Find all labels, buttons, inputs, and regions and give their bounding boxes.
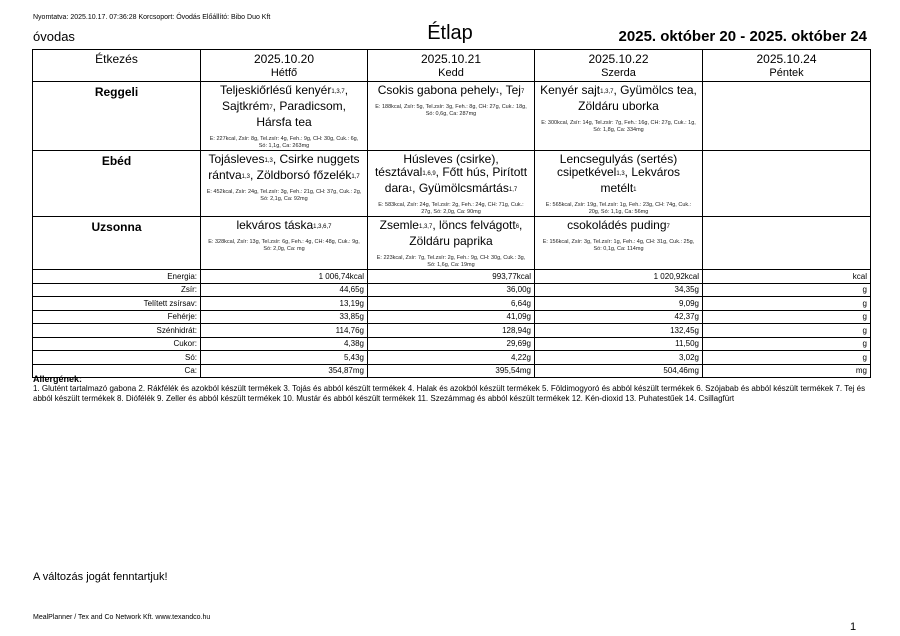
day-name: Péntek	[769, 67, 804, 79]
totals-value: 33,85g	[201, 310, 368, 324]
nutrition-info: E: 565kcal, Zsír: 19g, Tel.zsír: 1g, Feh.: 23g, CH: 74g, Cuk.: 20g, Só: 1,1g, Ca: 56mg	[545, 202, 692, 215]
totals-row	[33, 364, 871, 378]
totals-value: 354,87mg	[201, 364, 368, 378]
menu-cell	[201, 82, 368, 151]
totals-row	[33, 351, 871, 365]
totals-value: 1 020,92kcal	[535, 270, 703, 284]
nutrition-info: E: 300kcal, Zsír: 14g, Tel.zsír: 7g, Feh.: 16g, CH: 27g, Cuk.: 1g, Só: 1,8g, Ca: 334mg	[541, 120, 696, 133]
day-date: 2025.10.20	[253, 52, 315, 66]
dish-text: lekváros táska$^{1,3,6,7}$	[236, 218, 332, 232]
nutrition-info: E: 452kcal, Zsír: 24g, Tel.zsír: 3g, Feh.: 21g, CH: 37g, Cuk.: 2g, Só: 2,1g, Ca: 92mg	[206, 189, 362, 202]
menu-table	[32, 49, 871, 270]
totals-label: Szénhidrát:	[33, 324, 201, 338]
totals-value: 132,45g	[535, 324, 703, 338]
totals-unit: kcal	[703, 270, 871, 284]
day-date: 2025.10.24	[756, 52, 817, 66]
totals-value: 114,76g	[201, 324, 368, 338]
dish-text: csokoládés puding$^7$	[567, 218, 670, 232]
totals-value: 29,69g	[368, 337, 535, 351]
totals-row	[33, 270, 871, 284]
totals-value: 4,22g	[368, 351, 535, 365]
meal-label: Reggeli	[33, 82, 201, 151]
page-number: 1	[850, 621, 857, 633]
date-range: 2025. október 20 - 2025. október 24	[618, 28, 867, 45]
totals-label: Ca:	[33, 364, 201, 378]
menu-cell	[368, 82, 535, 151]
nutrition-info: E: 227kcal, Zsír: 8g, Tel.zsír: 4g, Feh.: 9g, CH: 30g, Cuk.: 6g, Só: 1,1g, Ca: 263mg	[209, 136, 359, 149]
day-header	[201, 50, 368, 82]
meal-row-lunch	[33, 151, 871, 217]
dish-text: Húsleves (csirke), tésztával$^{1,6,9}$, Főtt hús, Pirított dara$^1$, Gyümölcsmártás$^{1,7}$	[374, 152, 528, 195]
dish-text: Tojásleves$^{1,3}$, Csirke nuggets rántva$^{1,3}$, Zöldborsó főzelék$^{1,7}$	[208, 152, 360, 182]
menu-cell	[201, 217, 368, 270]
totals-label: Energia:	[33, 270, 201, 284]
meal-row-snack	[33, 217, 871, 270]
menu-cell	[535, 82, 703, 151]
day-name: Hétfő	[270, 67, 298, 79]
totals-label: Cukor:	[33, 337, 201, 351]
totals-value: 42,37g	[535, 310, 703, 324]
day-name: Kedd	[438, 67, 464, 79]
disclaimer: A változás jogát fenntartjuk!	[33, 571, 168, 583]
totals-value: 9,09g	[535, 297, 703, 311]
day-header	[703, 50, 871, 82]
menu-header-row	[33, 50, 871, 82]
meal-column-header: Étkezés	[33, 50, 201, 82]
totals-value: 1 006,74kcal	[201, 270, 368, 284]
nutrition-info: E: 583kcal, Zsír: 24g, Tel.zsír: 2g, Feh.: 24g, CH: 71g, Cuk.: 27g, Só: 2,0g, Ca: 90mg	[378, 202, 524, 215]
totals-unit: g	[703, 310, 871, 324]
menu-cell	[368, 217, 535, 270]
totals-label: Zsír:	[33, 283, 201, 297]
dish-text: Zsemle$^{1,3,7}$, löncs felvágott$^6$, Zöldáru paprika	[379, 218, 523, 248]
menu-cell-empty	[703, 217, 871, 270]
totals-row	[33, 283, 871, 297]
totals-value: 395,54mg	[368, 364, 535, 378]
totals-value: 34,35g	[535, 283, 703, 297]
meal-label: Uzsonna	[33, 217, 201, 270]
nutrition-info: E: 328kcal, Zsír: 13g, Tel.zsír: 6g, Feh.: 4g, CH: 48g, Cuk.: 9g, Só: 2,0g, Ca: mg	[208, 239, 360, 252]
meal-row-breakfast	[33, 82, 871, 151]
menu-cell	[201, 151, 368, 217]
menu-cell	[535, 217, 703, 270]
menu-cell	[368, 151, 535, 217]
allergen-title: Allergének:	[33, 374, 83, 384]
day-name: Szerda	[601, 67, 636, 79]
totals-value: 41,09g	[368, 310, 535, 324]
nutrition-totals-table	[32, 269, 871, 378]
totals-value: 993,77kcal	[368, 270, 535, 284]
day-header	[535, 50, 703, 82]
footer-credit: MealPlanner / Tex and Co Network Kft. www.texandco.hu	[33, 614, 211, 621]
day-date: 2025.10.21	[420, 52, 482, 66]
totals-row	[33, 337, 871, 351]
totals-row	[33, 324, 871, 338]
totals-unit: mg	[703, 364, 871, 378]
totals-row	[33, 310, 871, 324]
totals-value: 4,38g	[201, 337, 368, 351]
nutrition-info: E: 156kcal, Zsír: 3g, Tel.zsír: 1g, Feh.: 4g, CH: 31g, Cuk.: 25g, Só: 0,1g, Ca: 114mg	[542, 239, 695, 252]
dish-text: Kenyér sajt$^{1,3,7}$, Gyümölcs tea, Zöldáru uborka	[540, 83, 697, 113]
totals-value: 13,19g	[201, 297, 368, 311]
print-info: Nyomtatva: 2025.10.17. 07:36:28 Korcsoport: Óvodás Előállító: Bibo Duo Kft	[33, 14, 271, 21]
dish-text: Lencsegulyás (sertés) csipetkével$^{1,3}$, Lekváros metélt$^1$	[556, 152, 681, 195]
totals-value: 36,00g	[368, 283, 535, 297]
nutrition-info: E: 188kcal, Zsír: 5g, Tel.zsír: 3g, Feh.: 8g, CH: 27g, Cuk.: 18g, Só: 0,6g, Ca: 287mg	[375, 104, 527, 117]
age-group: óvodas	[33, 29, 75, 44]
menu-cell-empty	[703, 82, 871, 151]
totals-unit: g	[703, 283, 871, 297]
totals-value: 6,64g	[368, 297, 535, 311]
totals-unit: g	[703, 324, 871, 338]
totals-value: 11,50g	[535, 337, 703, 351]
page-title: Étlap	[427, 22, 473, 44]
allergen-list: 1. Glutént tartalmazó gabona 2. Rákfélék és azokból készült termékek 3. Tojás és abból készült termékek 4. Halak és azokból készült termékek 5. Földimogyoró és abból készült termékek 6. Szójabab és abból készült termékek 7. Tej és abból készült termékek 8. Diófélék 9. Zeller és abból készült termékek 10. Mustár és abból készült termékek 11. Szezámmag és abból készült termékek 12. Kén-dioxid 13. Puhatestűek 14. Csillagfürt	[33, 384, 866, 403]
meal-label: Ebéd	[33, 151, 201, 217]
totals-unit: g	[703, 351, 871, 365]
nutrition-info: E: 223kcal, Zsír: 7g, Tel.zsír: 2g, Feh.: 9g, CH: 30g, Cuk.: 3g, Só: 1,6g, Ca: 19mg	[376, 255, 526, 268]
totals-row	[33, 297, 871, 311]
totals-label: Fehérje:	[33, 310, 201, 324]
menu-cell-empty	[703, 151, 871, 217]
totals-label: Só:	[33, 351, 201, 365]
totals-value: 128,94g	[368, 324, 535, 338]
totals-value: 504,46mg	[535, 364, 703, 378]
totals-label: Telített zsírsav:	[33, 297, 201, 311]
totals-unit: g	[703, 337, 871, 351]
totals-value: 5,43g	[201, 351, 368, 365]
totals-value: 3,02g	[535, 351, 703, 365]
totals-unit: g	[703, 297, 871, 311]
menu-cell	[535, 151, 703, 217]
dish-text: Teljeskiőrlésű kenyér$^{1,3,7}$, Sajtkrém$^7$, Paradicsom, Hársfa tea	[219, 83, 349, 129]
dish-text: Csokis gabona pehely$^1$, Tej$^7$	[377, 83, 525, 97]
totals-value: 44,65g	[201, 283, 368, 297]
day-header	[368, 50, 535, 82]
day-date: 2025.10.22	[588, 52, 649, 66]
